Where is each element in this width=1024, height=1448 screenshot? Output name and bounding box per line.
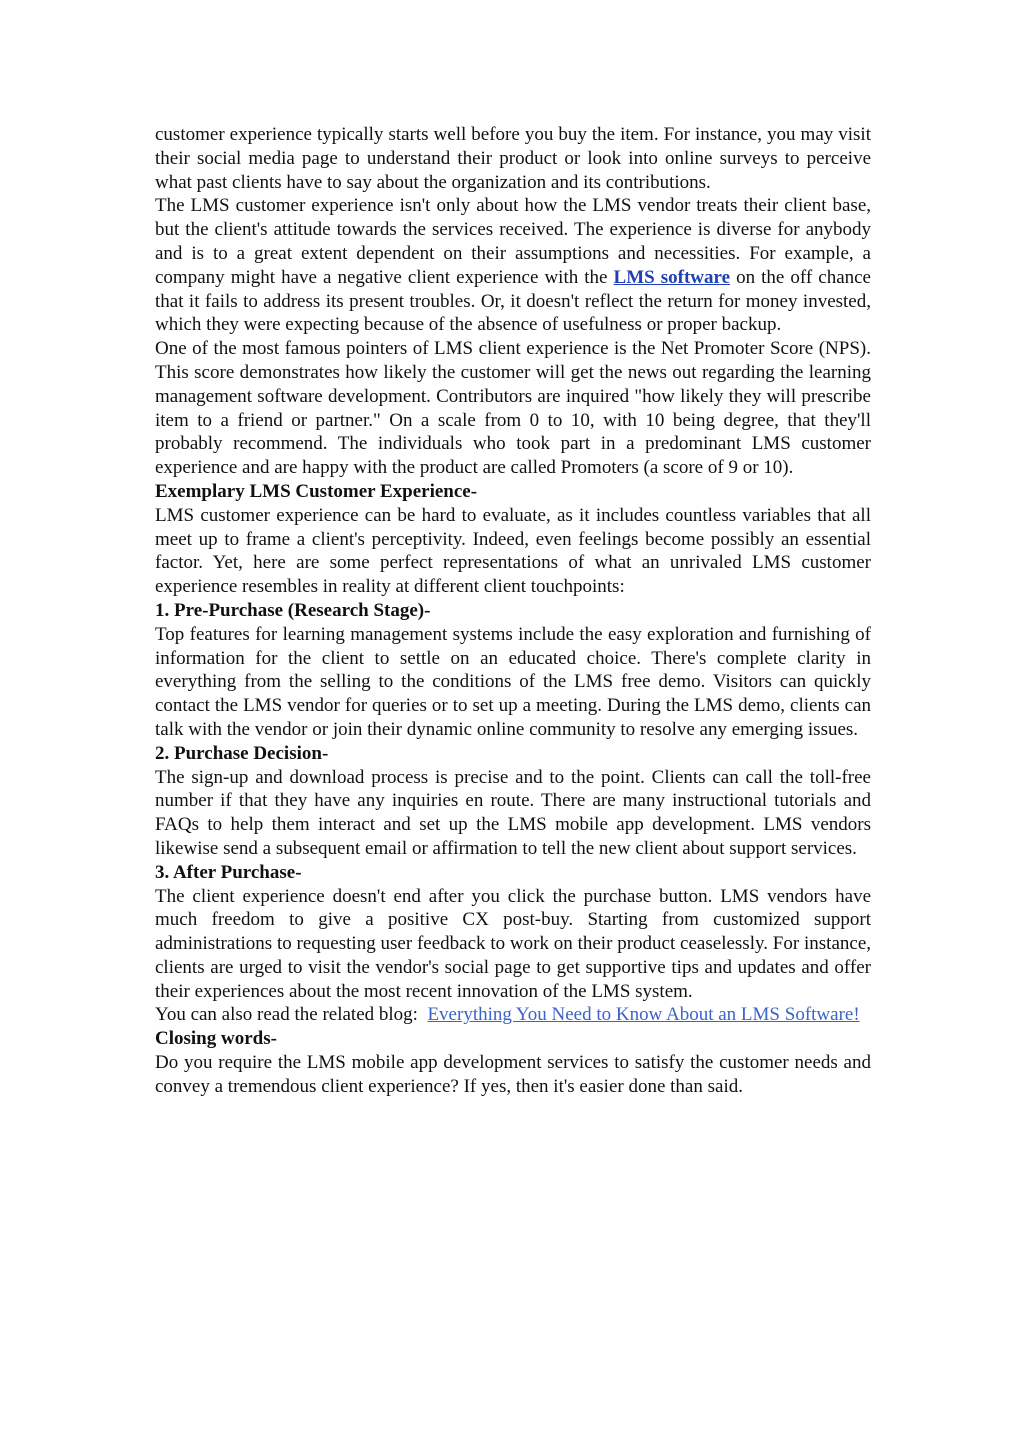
pre-purchase-paragraph: Top features for learning management systems include the easy exploration and furnishing of information for the client to settle on an educated choice. There's complete clarity in everything from the selling to the conditions of the LMS free demo. Visitors can quickly contact the LMS vendor for queries or to set up a meeting. During the LMS demo, clients can talk with the vendor or join their dynamic online community to resolve any emerging issues.: [155, 623, 871, 740]
purchase-decision-heading: 2. Purchase Decision-: [155, 742, 329, 764]
paragraph-text: on the off chance that it fails to address its present troubles. Or, it doesn't reflect the return for money invested, which they were expecting because of the absence of usefulness or proper backup.: [155, 266, 871, 336]
lms-software-link[interactable]: LMS software: [613, 266, 731, 288]
closing-paragraph: Do you require the LMS mobile app development services to satisfy the customer needs and convey a tremendous client experience? If yes, then it's easier done than said.: [155, 1052, 871, 1097]
closing-heading: Closing words-: [155, 1028, 277, 1050]
purchase-decision-paragraph: The sign-up and download process is precise and to the point. Clients can call the toll-free number if that they have any inquiries en route. There are many instructional tutorials and FAQs to help them interact and set up the LMS mobile app development. LMS vendors likewise send a subsequent email or affirmation to tell the new client about support services.: [155, 766, 871, 859]
after-purchase-heading: 3. After Purchase-: [155, 861, 302, 883]
nps-paragraph: One of the most famous pointers of LMS client experience is the Net Promoter Score (NPS). This score demonstrates how likely the customer will get the news out regarding the learning management software development. Contributors are inquired "how likely they will prescribe item to a friend or partner." On a scale from 0 to 10, with 10 being degree, that they'll probably recommend. The individuals who took part in a predominant LMS customer experience and are happy with the product are called Promoters (a score of 9 or 10).: [155, 338, 871, 479]
lms-experience-paragraph: [155, 194, 871, 337]
exemplary-paragraph: LMS customer experience can be hard to evaluate, as it includes countless variables that all meet up to frame a client's perceptivity. Indeed, even feelings become possibly an essential factor. Yet, here are some perfect representations of what an unrivaled LMS customer experience resembles in reality at different client touchpoints:: [155, 504, 871, 598]
after-purchase-paragraph: The client experience doesn't end after you click the purchase button. LMS vendors have much freedom to give a positive CX post-buy. Starting from customized support administrations to requesting user feedback to work on their product ceaselessly. For instance, clients are urged to visit the vendor's social page to get supportive tips and updates and offer their experiences about the most recent innovation of the LMS system.: [155, 885, 871, 1002]
pre-purchase-heading: 1. Pre-Purchase (Research Stage)-: [155, 599, 431, 621]
document-page: [155, 123, 871, 1099]
related-blog-link[interactable]: Everything You Need to Know About an LMS Software!: [427, 1004, 860, 1026]
related-blog-line: [155, 1003, 871, 1027]
paragraph-text: The LMS customer experience isn't only about how the LMS vendor treats their client base, but the client's attitude towards the services received. The experience is diverse for anybody and is to a great extent dependent on their assumptions and necessities. For example, a company might have a negative client experience with the: [155, 195, 871, 288]
intro-paragraph: customer experience typically starts well before you buy the item. For instance, you may visit their social media page to understand their product or look into online surveys to perceive what past clients have to say about the organization and its contributions.: [155, 124, 871, 193]
exemplary-heading: Exemplary LMS Customer Experience-: [155, 480, 478, 502]
related-blog-prefix: You can also read the related blog:: [155, 1004, 428, 1026]
